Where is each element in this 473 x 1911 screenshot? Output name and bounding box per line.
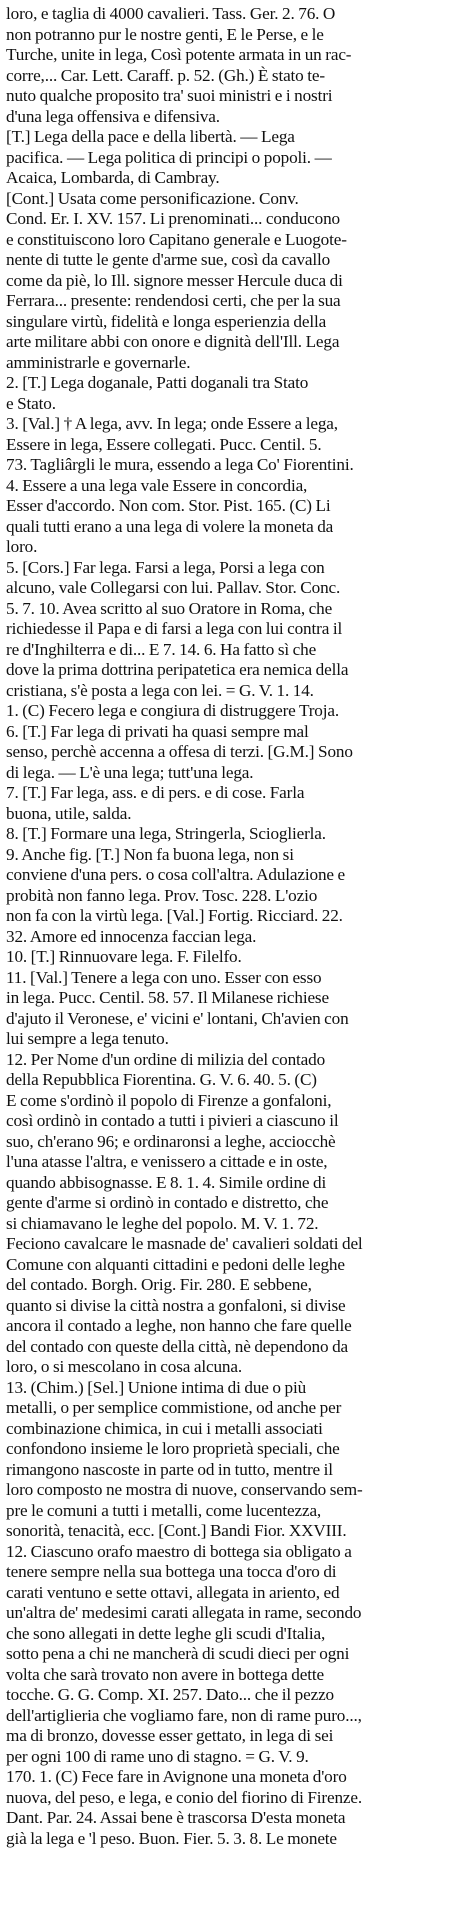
text-line: 11. [Val.] Tenere a lega con uno. Esser con esso	[6, 967, 322, 987]
text-line: Essere in lega, Essere collegati. Pucc. Centil. 5.	[6, 434, 322, 454]
text-line: 32. Amore ed innocenza faccian lega.	[6, 926, 257, 946]
text-line: re d'Inghilterra e di... E 7. 14. 6. Ha fatto sì che	[6, 639, 317, 659]
text-line: buona, utile, salda.	[6, 803, 132, 823]
text-line: nuto qualche proposito tra' suoi ministri e i nostri	[6, 86, 333, 105]
text-line: della Repubblica Fiorentina. G. V. 6. 40. 5. (C)	[6, 1070, 317, 1089]
text-line: in lega. Pucc. Centil. 58. 57. Il Milanese richiese	[6, 988, 329, 1007]
text-line: cristiana, s'è posta a lega con lei. = G. V. 1. 14.	[6, 680, 314, 700]
text-line: d'una lega offensiva e difensiva.	[6, 106, 220, 126]
text-line: 10. [T.] Rinnuovare lega. F. Filelfo.	[6, 947, 242, 966]
text-line: [Cont.] Usata come personificazione. Conv.	[6, 188, 299, 208]
text-line: richiedesse il Papa e di farsi a lega con lui contra il	[6, 619, 343, 638]
text-line: così ordinò in contado a tutti i pivieri a ciascuno il	[6, 1111, 339, 1130]
text-line: rimangono nascoste in parte od in tutto, mentre il	[6, 1459, 333, 1479]
text-line: Acaica, Lombarda, di Cambray.	[6, 168, 220, 187]
text-line: 5. [Cors.] Far lega. Farsi a lega, Porsi a lega con	[6, 557, 325, 577]
text-line: già la lega e 'l peso. Buon. Fier. 5. 3. 8. Le monete	[6, 1828, 337, 1848]
text-line: che sono allegati in dette leghe gli scudi d'Italia,	[6, 1623, 326, 1643]
text-line: singulare virtù, fidelità e longa esperienzia della	[6, 311, 327, 331]
text-line: quali tutti erano a una lega di volere la moneta da	[6, 516, 334, 536]
text-line: conviene d'una pers. o cosa coll'altra. Adulazione e	[6, 865, 345, 884]
text-line: metalli, o per semplice commistione, od anche per	[6, 1398, 342, 1417]
text-line: amministrarle e governarle.	[6, 352, 191, 372]
text-line: 8. [T.] Formare una lega, Stringerla, Scioglierla.	[6, 824, 326, 843]
text-line: alcuno, vale Collegarsi con lui. Pallav. Stor. Conc.	[6, 578, 341, 597]
text-line: d'ajuto il Veronese, e' vicini e' lontani, Ch'avien con	[6, 1008, 349, 1028]
text-line: Ferrara... presente: rendendosi certi, che per la sua	[6, 291, 341, 310]
text-line: loro, o si mescolano in cosa alcuna.	[6, 1357, 242, 1376]
text-line: sotto pena a chi ne mancherà di scudi dieci per ogni	[6, 1644, 350, 1663]
text-line: arte militare abbi con onore e dignità dell'Ill. Lega	[6, 332, 340, 351]
text-line: lui sempre a lega tenuto.	[6, 1029, 169, 1048]
text-line: 170. 1. (C) Fece fare in Avignone una moneta d'oro	[6, 1767, 347, 1786]
text-line: sonorità, tenacità, ecc. [Cont.] Bandi Fior. XXVIII.	[6, 1521, 347, 1540]
text-line: 6. [T.] Far lega di privati ha quasi sempre mal	[6, 721, 309, 741]
text-line: 12. Per Nome d'un ordine di milizia del contado	[6, 1049, 326, 1069]
text-line: Dant. Par. 24. Assai bene è trascorsa D'esta moneta	[6, 1808, 346, 1827]
text-line: pacifica. — Lega politica di principi o popoli. —	[6, 147, 332, 167]
text-line: e Stato.	[6, 393, 56, 413]
dictionary-page	[6, 4, 468, 1849]
text-line: 12. Ciascuno orafo maestro di bottega sia obligato a	[6, 1541, 352, 1561]
text-line: pre le comuni a tutti i metalli, come lucentezza,	[6, 1500, 322, 1520]
text-line: loro, e taglia di 4000 cavalieri. Tass. Ger. 2. 76. O	[6, 4, 336, 23]
text-line: l'una atasse l'altra, e venissero a cittade e in oste,	[6, 1152, 328, 1171]
text-line: ma di bronzo, dovesse esser gettato, in lega di sei	[6, 1726, 334, 1745]
text-line: si chiamavano le leghe del popolo. M. V. 1. 72.	[6, 1213, 319, 1233]
text-line: confondono insieme le loro proprietà speciali, che	[6, 1439, 340, 1458]
text-line: quanto si divise la città nostra a gonfaloni, si divise	[6, 1295, 346, 1315]
text-line: nuova, del peso, e lega, e conio del fiorino di Firenze.	[6, 1787, 363, 1807]
text-line: Turche, unite in lega, Così potente armata in un rac-	[6, 45, 352, 64]
text-line: senso, perchè accenna a offesa di terzi. [G.M.] Sono	[6, 742, 353, 761]
text-line: 2. [T.] Lega doganale, Patti doganali tra Stato	[6, 373, 309, 392]
text-line: Cond. Er. I. XV. 157. Li prenominati... conducono	[6, 209, 340, 228]
text-line: 3. [Val.] † A lega, avv. In lega; onde Essere a lega,	[6, 414, 338, 433]
text-line: 13. (Chim.) [Sel.] Unione intima di due o più	[6, 1377, 307, 1397]
text-line: dell'artiglieria che vogliamo fare, non di rame puro...,	[6, 1705, 362, 1725]
text-line: e constituiscono loro Capitano generale e Luogote-	[6, 229, 347, 249]
text-line: Feciono cavalcare le masnade de' cavalieri soldati del	[6, 1234, 363, 1253]
text-line: loro composto ne mostra di nuove, conservando sem-	[6, 1480, 363, 1499]
text-line: del contado. Borgh. Orig. Fir. 280. E sebbene,	[6, 1275, 312, 1294]
text-line: combinazione chimica, in cui i metalli associati	[6, 1418, 323, 1438]
text-line: 9. Anche fig. [T.] Non fa buona lega, non si	[6, 844, 294, 864]
text-line: volta che sarà trovato non avere in bottega dette	[6, 1664, 324, 1684]
text-line: quando abbisognasse. E 8. 1. 4. Simile ordine di	[6, 1172, 327, 1192]
text-line: 1. (C) Fecero lega e congiura di distruggere Troja.	[6, 701, 339, 720]
text-line: corre,... Car. Lett. Caraff. p. 52. (Gh.) È stato te-	[6, 65, 325, 85]
text-line: 5. 7. 10. Avea scritto al suo Oratore in Roma, che	[6, 598, 333, 618]
text-line: E come s'ordinò il popolo di Firenze a gonfaloni,	[6, 1090, 332, 1110]
text-line: ancora il contado a leghe, non hanno che fare quelle	[6, 1316, 352, 1335]
text-line: loro.	[6, 537, 38, 556]
text-line: probità non fanno lega. Prov. Tosc. 228. L'ozio	[6, 885, 318, 905]
text-line: carati ventuno e sette ottavi, allegata in ariento, ed	[6, 1582, 340, 1602]
text-line: nente di tutte le gente d'arme sue, così da cavallo	[6, 250, 331, 269]
text-line: di lega. — L'è una lega; tutt'una lega.	[6, 762, 254, 782]
text-line: tenere sempre nella sua bottega una tocca d'oro di	[6, 1562, 337, 1581]
text-line: non fa con la virtù lega. [Val.] Fortig. Ricciard. 22.	[6, 906, 343, 925]
text-line: non potranno pur le nostre genti, E le Perse, e le	[6, 24, 324, 44]
text-line: gente d'arme si ordinò in contado e distretto, che	[6, 1193, 329, 1212]
text-line: come da piè, lo Ill. signore messer Hercule duca di	[6, 270, 343, 290]
text-line: per ogni 100 di rame uno di stagno. = G. V. 9.	[6, 1746, 309, 1766]
text-line: 73. Tagliârgli le mura, essendo a lega Co' Fiorentini.	[6, 455, 354, 474]
text-line: un'altra de' medesimi carati allegata in rame, secondo	[6, 1603, 362, 1622]
text-line: dove la prima dottrina peripatetica era nemica della	[6, 660, 349, 679]
text-line: Esser d'accordo. Non com. Stor. Pist. 165. (C) Li	[6, 496, 331, 515]
text-line: Comune con alquanti cittadini e pedoni delle leghe	[6, 1254, 345, 1274]
text-line: tocche. G. G. Comp. XI. 257. Dato... che il pezzo	[6, 1685, 334, 1704]
text-line: [T.] Lega della pace e della libertà. — Lega	[6, 127, 295, 146]
text-line: del contado con queste della città, nè dependono da	[6, 1336, 348, 1356]
text-line: 4. Essere a una lega vale Essere in concordia,	[6, 475, 308, 495]
text-line: suo, ch'erano 96; e ordinaronsi a leghe, acciocchè	[6, 1131, 336, 1151]
text-line: 7. [T.] Far lega, ass. e di pers. e di cose. Farla	[6, 783, 305, 802]
